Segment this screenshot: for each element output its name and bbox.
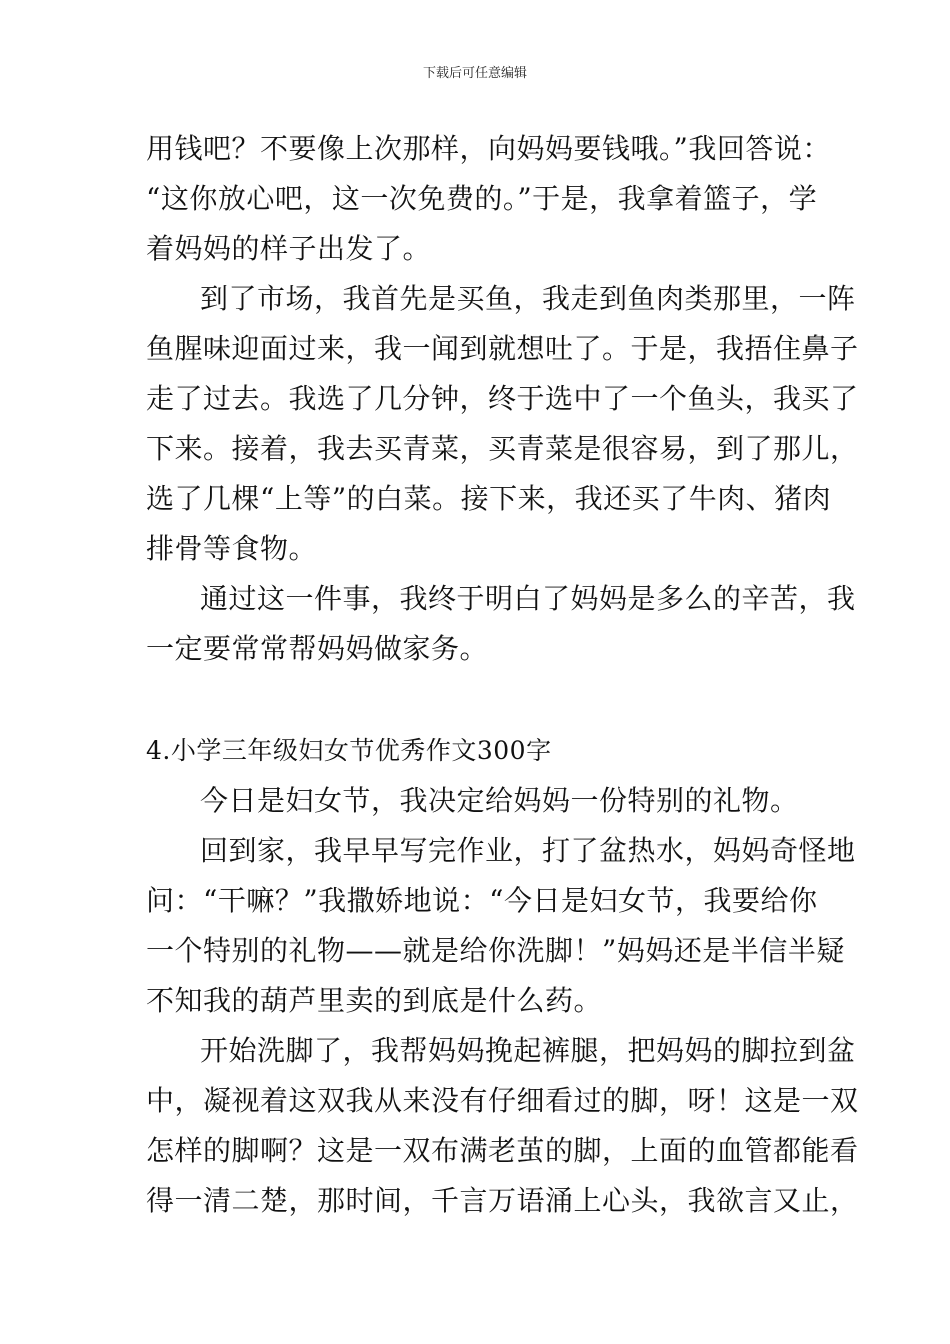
text-line: 得一清二楚，那时间，千言万语涌上心头，我欲言又止， xyxy=(146,1184,859,1217)
text-line: 一定要常常帮妈妈做家务。 xyxy=(146,632,489,665)
paragraph xyxy=(146,1026,859,1226)
section-spacer xyxy=(146,674,810,726)
text-line: 排骨等食物。 xyxy=(146,532,318,565)
text-line: 下来。接着，我去买青菜，买青菜是很容易，到了那儿， xyxy=(146,432,859,465)
text-line: 着妈妈的样子出发了。 xyxy=(146,232,432,265)
paragraph xyxy=(146,574,856,674)
document-body xyxy=(146,124,859,1226)
text-line: 走了过去。我选了几分钟，终于选中了一个鱼头，我买了 xyxy=(146,382,859,415)
text-line: 通过这一件事，我终于明白了妈妈是多么的辛苦，我 xyxy=(200,582,856,615)
text-line: 选了几棵“上等”的白菜。接下来，我还买了牛肉、猪肉 xyxy=(146,482,832,515)
text-line: “这你放心吧，这一次免费的。”于是，我拿着篮子，学 xyxy=(146,182,818,215)
text-line: 问：“干嘛？”我撒娇地说：“今日是妇女节，我要给你 xyxy=(146,884,818,917)
text-line: 中，凝视着这双我从来没有仔细看过的脚，呀！这是一双 xyxy=(146,1084,859,1117)
text-line: 鱼腥味迎面过来，我一闻到就想吐了。于是，我捂住鼻子 xyxy=(146,332,859,365)
paragraph xyxy=(146,776,810,826)
paragraph xyxy=(146,826,856,1026)
text-line: 回到家，我早早写完作业，打了盆热水，妈妈奇怪地 xyxy=(200,834,856,867)
text-line: 一个特别的礼物——就是给你洗脚！”妈妈还是半信半疑 xyxy=(146,934,845,967)
paragraph xyxy=(146,124,831,274)
text-line: 怎样的脚啊？这是一双布满老茧的脚，上面的血管都能看 xyxy=(146,1134,859,1167)
text-line: 用钱吧？不要像上次那样，向妈妈要钱哦。”我回答说： xyxy=(146,132,831,165)
text-line: 不知我的葫芦里卖的到底是什么药。 xyxy=(146,984,603,1017)
page-header: 下载后可任意编辑 xyxy=(422,66,527,81)
text-line: 到了市场，我首先是买鱼，我走到鱼肉类那里，一阵 xyxy=(200,282,856,315)
text-line: 开始洗脚了，我帮妈妈挽起裤腿，把妈妈的脚拉到盆 xyxy=(200,1034,856,1067)
paragraph xyxy=(146,274,859,574)
text-line: 今日是妇女节，我决定给妈妈一份特别的礼物。 xyxy=(200,784,799,817)
section-heading: 4.小学三年级妇女节优秀作文300字 xyxy=(146,736,552,765)
